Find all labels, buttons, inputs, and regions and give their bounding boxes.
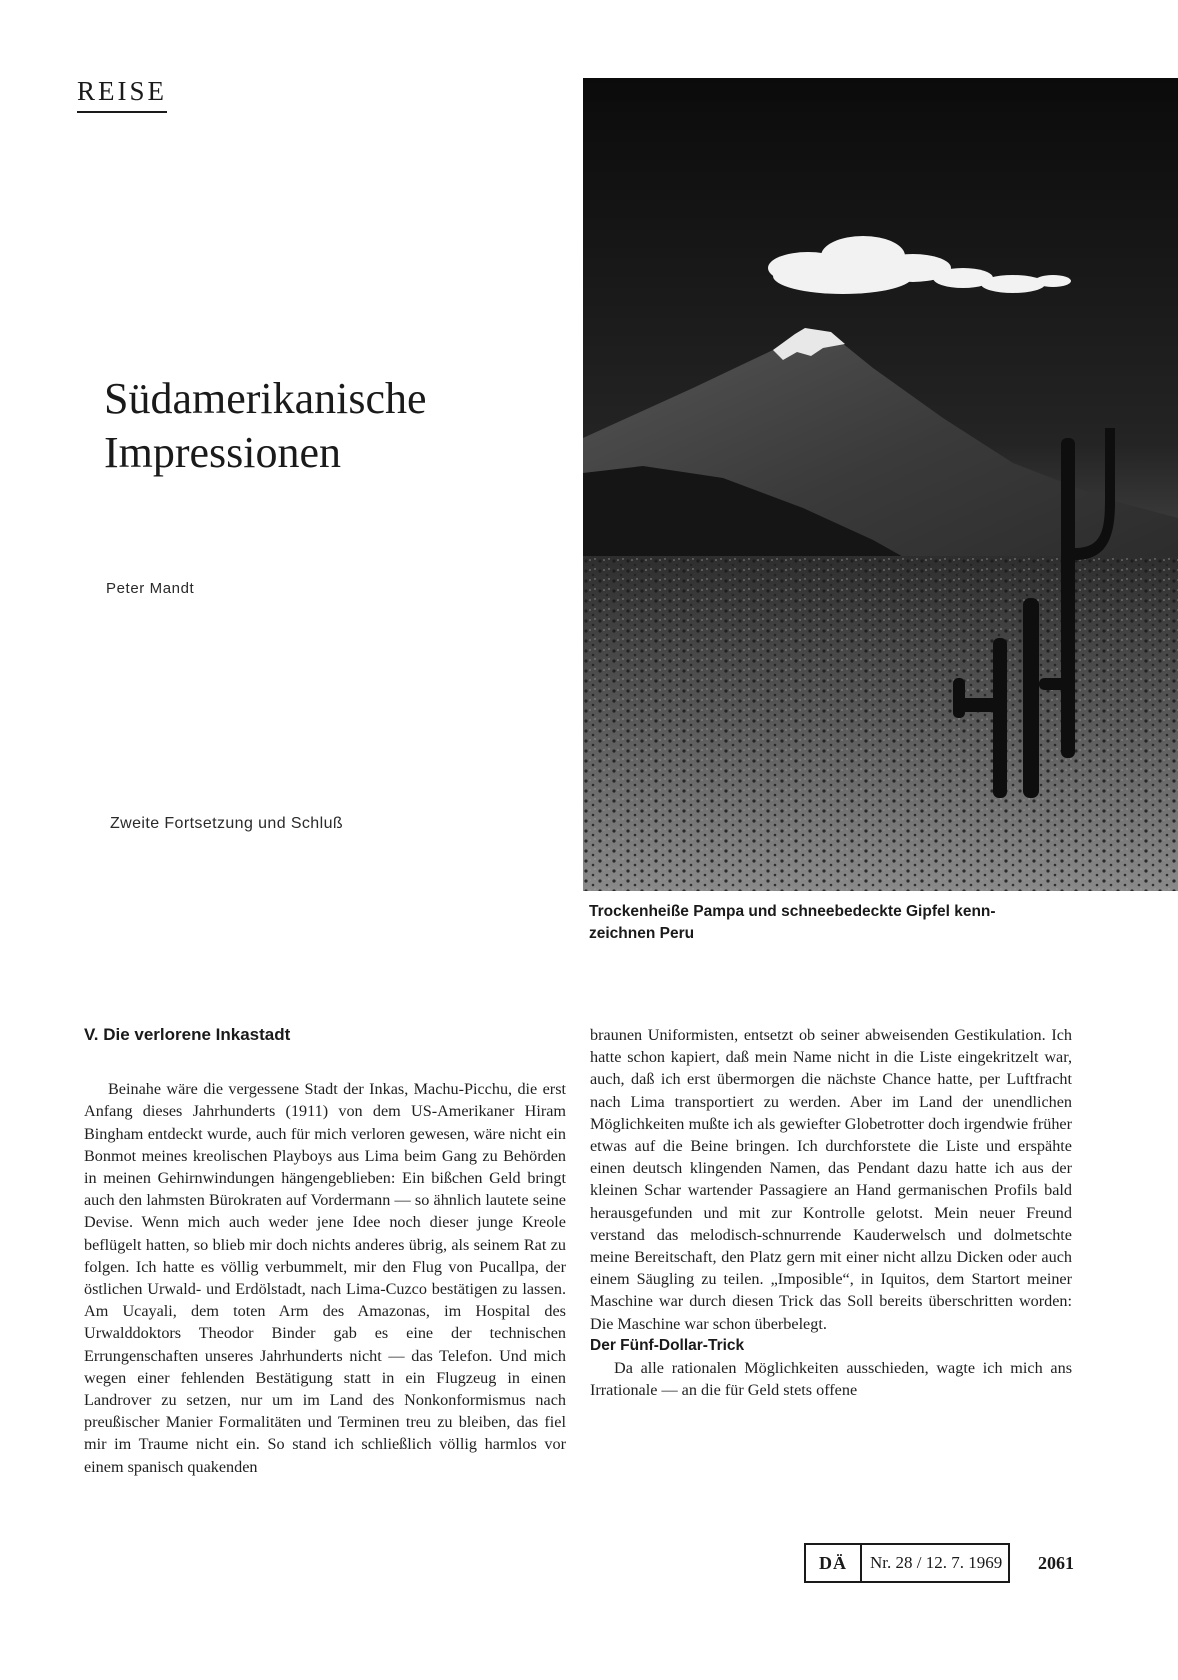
body-paragraph: Da alle rationalen Möglichkeiten ausschieden, wagte ich mich ans Irrationale — an die für Geld stets offene [590, 1359, 1072, 1400]
title-line-2: Impressionen [104, 428, 342, 477]
section-heading: V. Die verlorene Inkastadt [84, 1025, 291, 1044]
body-paragraph: Beinahe wäre die vergessene Stadt der Inkas, Machu-Picchu, die erst Anfang dieses Jahrhunderts (1911) von dem US-Amerikaner Hiram Bingham entdeckt wurde, auch für mich verloren gewesen, wäre nicht ein Bonmot meines kreolischen Playboys aus Lima beim Gang zu Behörden in meinen Gehirnwindungen hängengeblieben: Ein bißchen Geld bringt auch den lahmsten Bürokraten auf Vordermann — so ähnlich lautete seine Devise. Wenn mich auch weder jene Idee noch dieser junge Kreole beflügelt hatten, so blieb mir doch nichts anderes übrig, als seinem Rat zu folgen. Ich hatte es völlig verbummelt, mir den Flug von Pucallpa, der östlichen Urwald- und Erdölstadt, nach Lima-Cuzco bestätigen zu lassen. Am Ucayali, dem toten Arm des Amazonas, im Hospital des Urwalddoktors Theodor Binder gab es eine der technischen Errungenschaften unseres Jahrhunderts nicht — das Telefon. Und mich wegen einer fehlenden Bestätigung statt in ein Flugzeug in einen Landrover zu setzen, nur um im Land des Nonkonformismus nach preußischer Manier Formalitäten und Terminen treu zu bleiben, das fiel mir im Traume nicht ein. So stand ich schließlich völlig harmlos vor einem spanisch quakenden [84, 1080, 566, 1476]
subheading: Der Fünf-Dollar-Trick [590, 1336, 745, 1354]
caption-line-1: Trockenheiße Pampa und schneebedeckte Gipfel kenn- [589, 903, 996, 920]
text-column-left [84, 1024, 566, 1478]
journal-footer [804, 1543, 1010, 1583]
section-label: REISE [77, 76, 167, 113]
article-title [104, 372, 574, 480]
article-subtitle: Zweite Fortsetzung und Schluß [110, 815, 344, 832]
peru-landscape-photo [583, 78, 1178, 891]
photo-illustration [583, 78, 1178, 891]
journal-logo: DÄ [806, 1545, 862, 1581]
author-name: Peter Mandt [106, 580, 195, 597]
text-column-right [590, 1024, 1072, 1401]
issue-info: Nr. 28 / 12. 7. 1969 [870, 1553, 1003, 1572]
title-line-1: Südamerikanische [104, 374, 427, 423]
body-paragraph: braunen Uniformisten, entsetzt ob seiner abweisenden Gestikulation. Ich hatte schon kapiert, daß mein Name nicht in die Liste eingekritzelt war, auch, daß ich erst übermorgen die nächste Chance hatte, per Luftfracht nach Lima transportiert zu werden. Aber im Land der unendlichen Möglichkeiten mußte ich als gewiefter Globetrotter doch irgendwie früher etwas auf die Beine bringen. Ich durchforstete die Liste und erspähte einen deutsch klingenden Namen, das Pendant dazu hatte ich aus der kleinen Schar wartender Passagiere an Hand germanischen Profils bald herausgefunden und mit zur Kontrolle gelotst. Mein neuer Freund verstand das melodisch-schnurrende Kauderwelsch und dolmetschte meine Bereitschaft, den Platz gern mit einer nicht allzu Dicken oder auch einem Säugling zu teilen. „Imposible“, in Iquitos, dem Startort meiner Maschine war durch diesen Trick das Soll bereits überschritten worden: Die Maschine war schon überbelegt. [590, 1026, 1072, 1333]
caption-line-2: zeichnen Peru [589, 925, 695, 942]
page-number: 2061 [1038, 1553, 1074, 1573]
photo-caption [589, 901, 1071, 945]
